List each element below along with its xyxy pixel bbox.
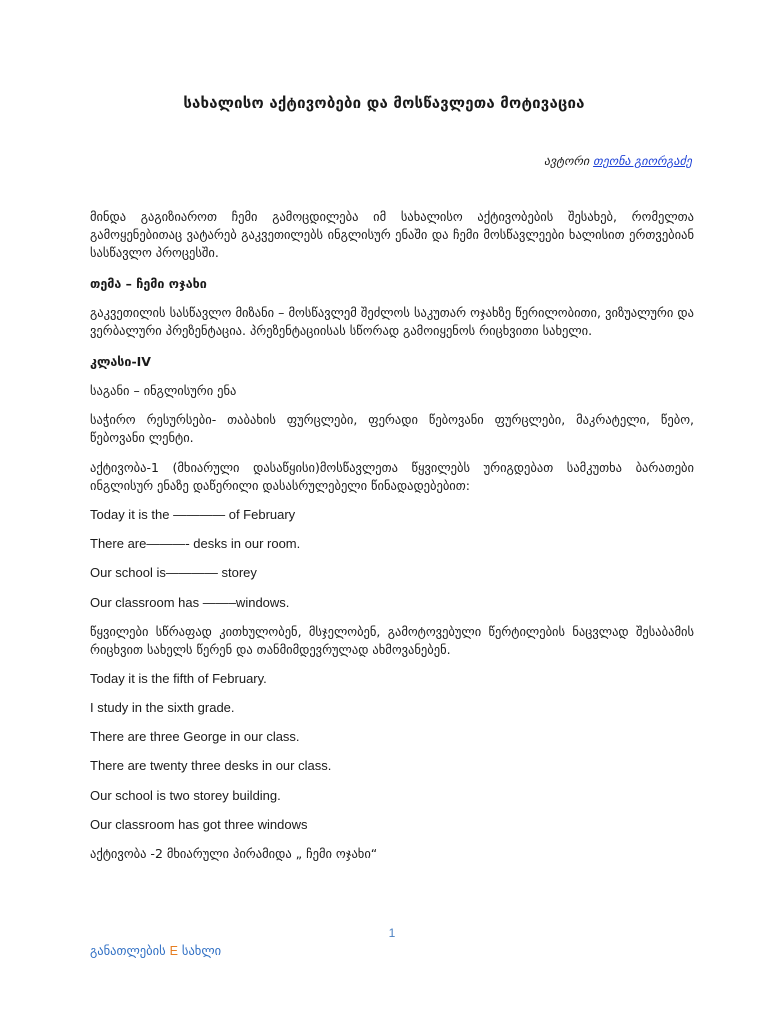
exercise-sentence-4: Our classroom has ——–windows. <box>90 595 290 610</box>
document-title: სახალისო აქტივობები და მოსწავლეთა მოტივაცია <box>183 94 585 112</box>
exercise-sentence-2: There are———- desks in our room. <box>90 536 301 551</box>
class-heading: კლასი-IV <box>90 354 151 369</box>
answer-sentence-2: I study in the sixth grade. <box>90 700 235 715</box>
footer-brand <box>90 943 221 958</box>
answer-sentence-6: Our classroom has got three windows <box>90 817 308 832</box>
footer-text-1: განათლების <box>90 943 170 958</box>
author-link[interactable]: თეონა გიორგაძე <box>593 154 692 168</box>
author-prefix: ავტორი <box>543 154 594 168</box>
goal-paragraph: გაკვეთილის სასწავლო მიზანი – მოსწავლემ შეძლოს საკუთარ ოჯახზე წერილობითი, ვიზუალური და ვერბალური პრეზენტაცია. პრეზენტაციისას სწორად გამოიყენოს რიცხვითი სახელი. <box>90 305 694 338</box>
exercise-sentence-3: Our school is———— storey <box>90 565 257 580</box>
answer-sentence-1: Today it is the fifth of February. <box>90 671 267 686</box>
activity2-paragraph: აქტივობა -2 მხიარული პირამიდა „ ჩემი ოჯახი“ <box>90 846 378 861</box>
footer-text-2: სახლი <box>177 943 222 958</box>
pairs-paragraph: წყვილები სწრაფად კითხულობენ, მსჯელობენ, გამოტოვებული წერტილების ნაცვლად შესაბამის რიცხვით სახელს წერენ და თანმიმდევრულად ახმოვანებენ. <box>90 624 694 657</box>
exercise-sentence-1: Today it is the ———— of February <box>90 507 296 522</box>
page-number: 1 <box>388 926 396 940</box>
subject-paragraph: საგანი – ინგლისური ენა <box>90 383 237 398</box>
theme-heading: თემა – ჩემი ოჯახი <box>90 276 207 291</box>
footer-e-letter: E <box>169 944 178 958</box>
answer-sentence-5: Our school is two storey building. <box>90 788 281 803</box>
activity1-paragraph: აქტივობა-1 (მხიარული დასაწყისი)მოსწავლეთა წყვილებს ურიგდებათ სამკუთხა ბარათები ინგლისურ ენაზე დაწერილი დასასრულებელი წინადადებებით: <box>90 460 694 493</box>
intro-paragraph: მინდა გაგიზიაროთ ჩემი გამოცდილება იმ სახალისო აქტივობების შესახებ, რომელთა გამოყენებითაც ვატარებ გაკვეთილებს ინგლისურ ენაში და ჩემი მოსწავლეები ხალისით ერთვებიან სასწავლო პროცესში. <box>90 209 694 260</box>
author-line <box>544 154 692 168</box>
resources-paragraph: საჭირო რესურსები- თაბახის ფურცლები, ფერადი წებოვანი ფურცლები, მაკრატელი, წებო, წებოვანი ლენტი. <box>90 412 694 445</box>
answer-sentence-3: There are three George in our class. <box>90 729 300 744</box>
answer-sentence-4: There are twenty three desks in our class. <box>90 758 332 773</box>
